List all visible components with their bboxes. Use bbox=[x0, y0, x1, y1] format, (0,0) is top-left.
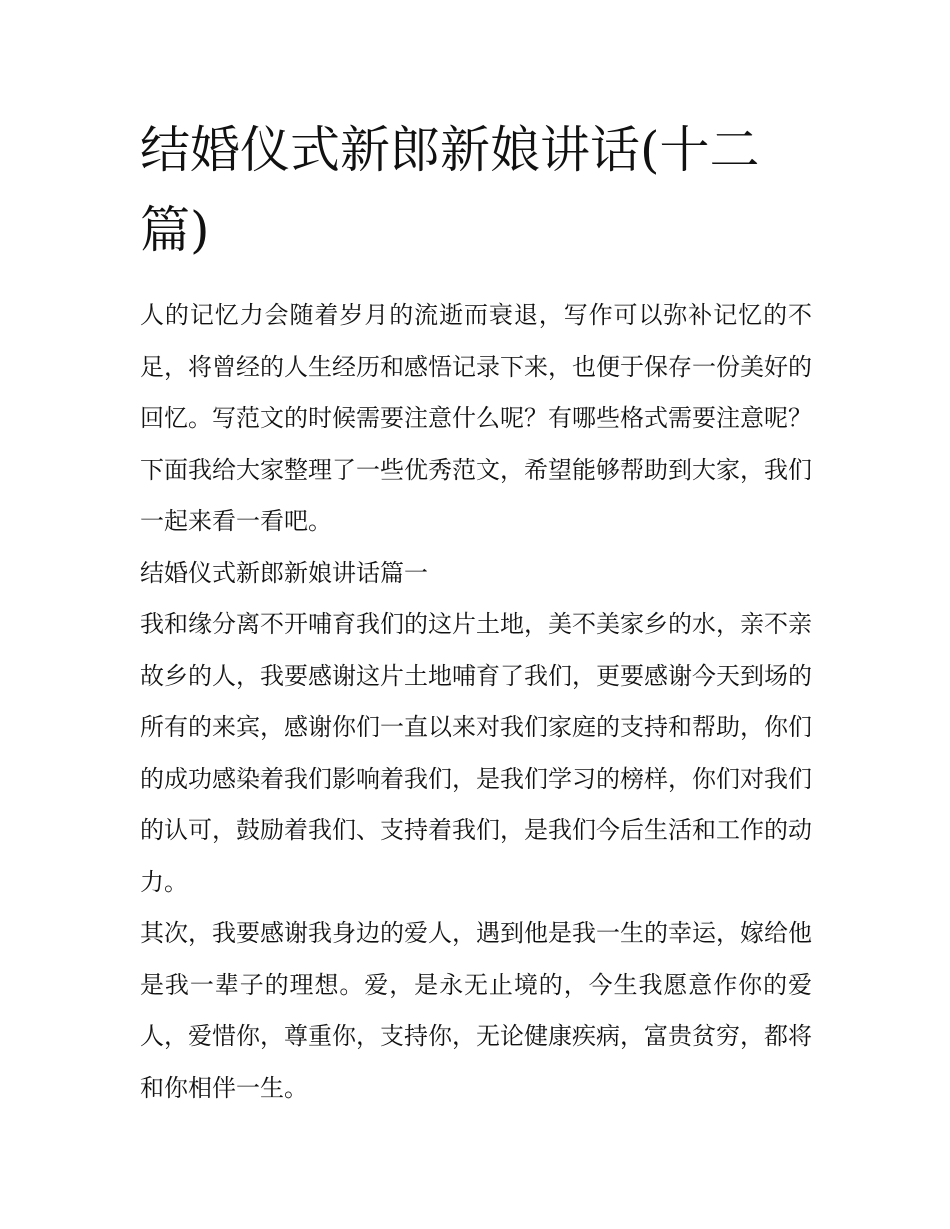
section-heading: 结婚仪式新郎新娘讲话篇一 bbox=[140, 558, 428, 587]
document-body bbox=[140, 290, 820, 1114]
intro-paragraph: 人的记忆力会随着岁月的流逝而衰退，写作可以弥补记忆的不足，将曾经的人生经历和感悟记录下来，也便于保存一份美好的回忆。写范文的时候需要注意什么呢？有哪些格式需要注意呢？下面我给大家整理了一些优秀范文，希望能够帮助到大家，我们一起来看一看吧。 bbox=[140, 301, 812, 535]
body-paragraph-1: 我和缘分离不开哺育我们的这片土地，美不美家乡的水，亲不亲故乡的人，我要感谢这片土地哺育了我们，更要感谢今天到场的所有的来宾，感谢你们一直以来对我们家庭的支持和帮助，你们的成功感染着我们影响着我们，是我们学习的榜样，你们对我们的认可，鼓励着我们、支持着我们，是我们今后生活和工作的动力。 bbox=[140, 610, 812, 896]
document-title: 结婚仪式新郎新娘讲话(十二篇) bbox=[140, 121, 760, 259]
body-paragraph-2: 其次，我要感谢我身边的爱人，遇到他是我一生的幸运，嫁给他是我一辈子的理想。爱，是永无止境的，今生我愿意作你的爱人，爱惜你，尊重你，支持你，无论健康疾病，富贵贫穷，都将和你相伴一生。 bbox=[140, 919, 812, 1102]
document-page bbox=[140, 110, 820, 1114]
